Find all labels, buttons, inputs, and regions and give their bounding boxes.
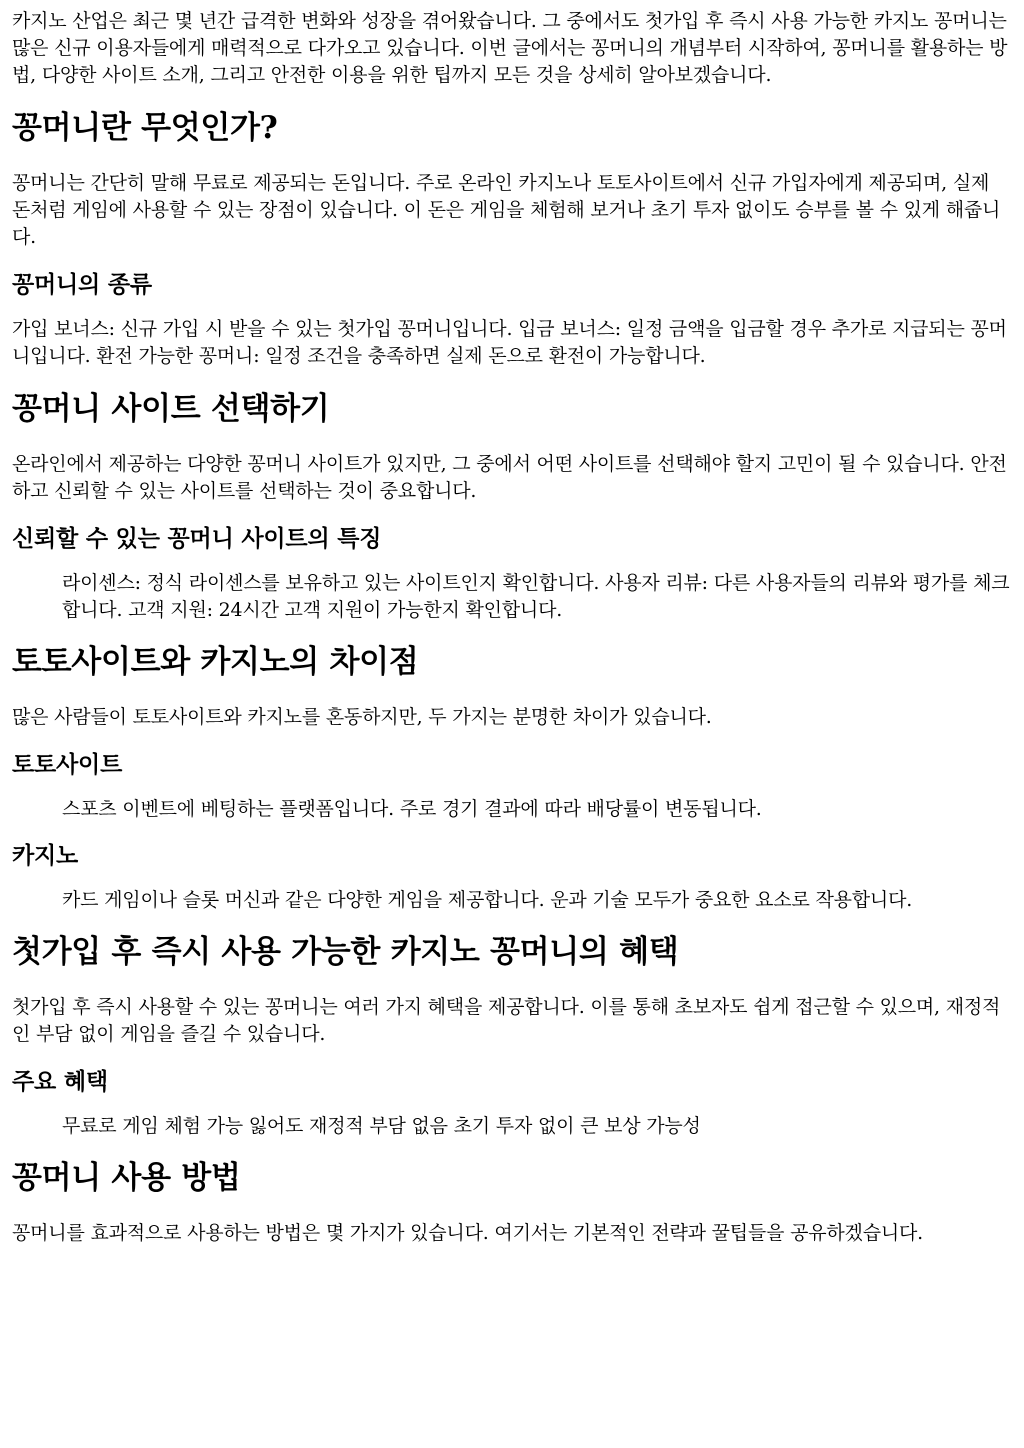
paragraph-usage: 꽁머니를 효과적으로 사용하는 방법은 몇 가지가 있습니다. 여기서는 기본적인 전략과 꿀팁들을 공유하겠습니다. [12,1222,924,1244]
paragraph-benefits: 첫가입 후 즉시 사용할 수 있는 꽁머니는 여러 가지 혜택을 제공합니다. 이를 통해 초보자도 쉽게 접근할 수 있으며, 재정적인 부담 없이 게임을 즐길 수 있습니다. [12,996,1001,1045]
intro-paragraph: 카지노 산업은 최근 몇 년간 급격한 변화와 성장을 겪어왔습니다. 그 중에서도 첫가입 후 즉시 사용 가능한 카지노 꽁머니는 많은 신규 이용자들에게 매력적으로 다가오고 있습니다. 이번 글에서는 꽁머니의 개념부터 시작하여, 꽁머니를 활용하는 방법, 다양한 사이트 소개, 그리고 안전한 이용을 위한 팁까지 모든 것을 상세히 알아보겠습니다. [12,10,1008,86]
subheading-main-benefits: 주요 혜택 [12,1068,108,1095]
paragraph-ggongmoney-types: 가입 보너스: 신규 가입 시 받을 수 있는 첫가입 꽁머니입니다. 입금 보너스: 일정 금액을 입금할 경우 추가로 지급되는 꽁머니입니다. 환전 가능한 꽁머니: 일정 조건을 충족하면 실제 돈으로 환전이 가능합니다. [12,318,1007,367]
heading-usage: 꽁머니 사용 방법 [12,1160,241,1196]
subheading-trusted-site-features: 신뢰할 수 있는 꽁머니 사이트의 특징 [12,525,382,552]
heading-benefits: 첫가입 후 즉시 사용 가능한 카지노 꽁머니의 혜택 [12,934,679,970]
heading-what-is-ggongmoney: 꽁머니란 무엇인가? [12,110,278,146]
quote-main-benefits: 무료로 게임 체험 가능 잃어도 재정적 부담 없음 초기 투자 없이 큰 보상 가능성 [62,1115,701,1137]
paragraph-toto-vs-casino: 많은 사람들이 토토사이트와 카지노를 혼동하지만, 두 가지는 분명한 차이가 있습니다. [12,706,712,728]
subheading-casino: 카지노 [12,842,79,869]
subheading-ggongmoney-types: 꽁머니의 종류 [12,271,152,298]
subheading-toto: 토토사이트 [12,751,123,778]
paragraph-what-is-ggongmoney: 꽁머니는 간단히 말해 무료로 제공되는 돈입니다. 주로 온라인 카지노나 토토사이트에서 신규 가입자에게 제공되며, 실제 돈처럼 게임에 사용할 수 있는 장점이 있습니다. 이 돈은 게임을 체험해 보거나 초기 투자 없이도 승부를 볼 수 있게 해줍니다. [12,172,1001,248]
quote-casino: 카드 게임이나 슬롯 머신과 같은 다양한 게임을 제공합니다. 운과 기술 모두가 중요한 요소로 작용합니다. [62,889,913,911]
heading-toto-vs-casino: 토토사이트와 카지노의 차이점 [12,644,419,680]
quote-toto: 스포츠 이벤트에 베팅하는 플랫폼입니다. 주로 경기 결과에 따라 배당률이 변동됩니다. [62,798,762,820]
heading-select-site: 꽁머니 사이트 선택하기 [12,391,330,427]
quote-trusted-site-features: 라이센스: 정식 라이센스를 보유하고 있는 사이트인지 확인합니다. 사용자 리뷰: 다른 사용자들의 리뷰와 평가를 체크합니다. 고객 지원: 24시간 고객 지원이 가능한지 확인합니다. [62,572,1010,621]
paragraph-select-site: 온라인에서 제공하는 다양한 꽁머니 사이트가 있지만, 그 중에서 어떤 사이트를 선택해야 할지 고민이 될 수 있습니다. 안전하고 신뢰할 수 있는 사이트를 선택하는 것이 중요합니다. [12,453,1007,502]
